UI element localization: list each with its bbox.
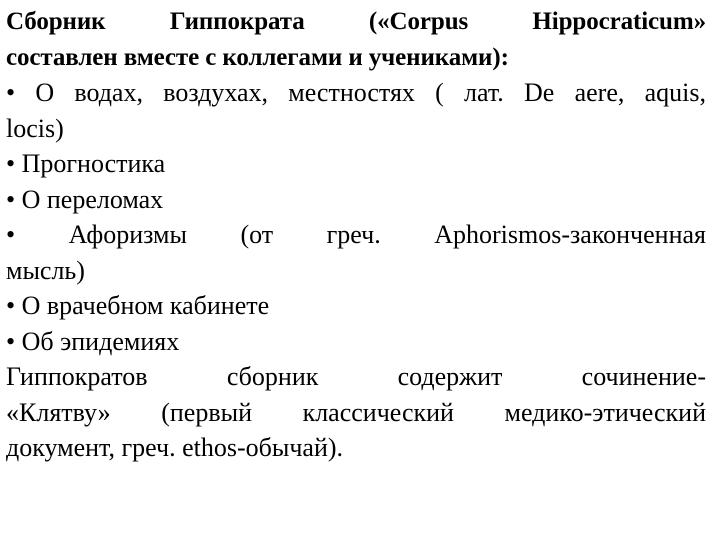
slide-text: [6, 4, 706, 466]
closing-line-2: «Клятву» (первый классический медико-этический: [6, 397, 706, 427]
list-item-fractures: • О переломах: [6, 184, 164, 214]
list-item-aphorisms: • Афоризмы (от греч. Aphorismos-законченная: [6, 220, 706, 249]
list-item-water-air-places: • О водах, воздухах, местностях ( лат. De aere, aquis,: [6, 78, 706, 107]
closing-line-1: Гиппократов сборник содержит сочинение-: [6, 362, 706, 391]
heading-line-2: составлен вместе с коллегами и учениками):: [6, 43, 509, 71]
closing-line-3: документ, греч. ethos-обычай).: [6, 433, 344, 462]
list-item-epidemics: • Об эпидемиях: [6, 326, 180, 356]
heading-line-1: Сборник Гиппократа («Corpus Hippocraticum»: [6, 8, 706, 35]
list-item-physician-office: • О врачебном кабинете: [6, 291, 270, 320]
list-item-aphorisms-cont: мысль): [6, 255, 85, 285]
list-item-prognostics: • Прогностика: [6, 149, 166, 178]
list-item-water-air-places-cont: locis): [6, 113, 64, 143]
